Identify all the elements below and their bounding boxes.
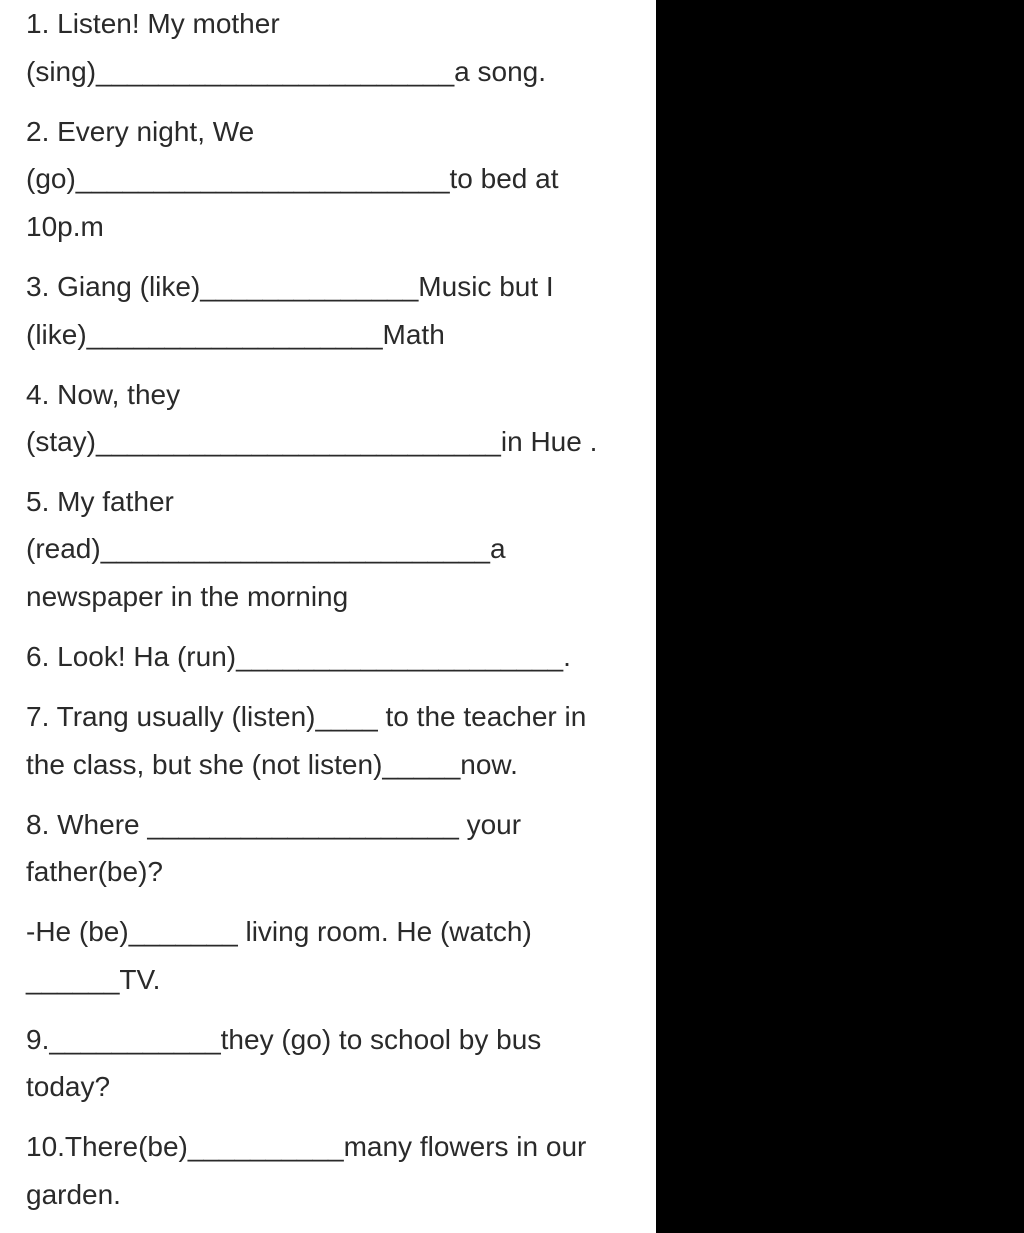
q4-line-1: 4. Now, they [26, 379, 181, 410]
q6-line-1: 6. Look! Ha (run)_____________________. [26, 641, 571, 672]
q2-line-2: (go)________________________to bed at [26, 163, 559, 194]
q8-answer-line-1: -He (be)_______ living room. He (watch) [26, 916, 532, 947]
q1-line-1: 1. Listen! My mother [26, 8, 280, 39]
q4-line-2: (stay)__________________________in Hue . [26, 426, 598, 457]
right-black-panel [656, 0, 1024, 1233]
q8-line-2: father(be)? [26, 856, 163, 887]
q9-line-2: today? [26, 1071, 111, 1102]
q3-line-2: (like)___________________Math [26, 319, 445, 350]
q10-line-2: garden. [26, 1179, 121, 1210]
q8-line-1: 8. Where ____________________ your [26, 809, 522, 840]
q10-line-1: 10.There(be)__________many flowers in our [26, 1131, 587, 1162]
q5-line-1: 5. My father [26, 486, 174, 517]
q8-answer-line-2: ______TV. [26, 964, 161, 995]
q7-line-2: the class, but she (not listen)_____now. [26, 749, 518, 780]
q2-line-3: 10p.m [26, 211, 104, 242]
q5-line-3: newspaper in the morning [26, 581, 349, 612]
q9-line-1: 9.___________they (go) to school by bus [26, 1024, 542, 1055]
q7-line-1: 7. Trang usually (listen)____ to the teacher in [26, 701, 587, 732]
q2-line-1: 2. Every night, We [26, 116, 255, 147]
q3-line-1: 3. Giang (like)______________Music but I [26, 271, 554, 302]
q5-line-2: (read)_________________________a [26, 533, 506, 564]
q1-line-2: (sing)_______________________a song. [26, 56, 547, 87]
